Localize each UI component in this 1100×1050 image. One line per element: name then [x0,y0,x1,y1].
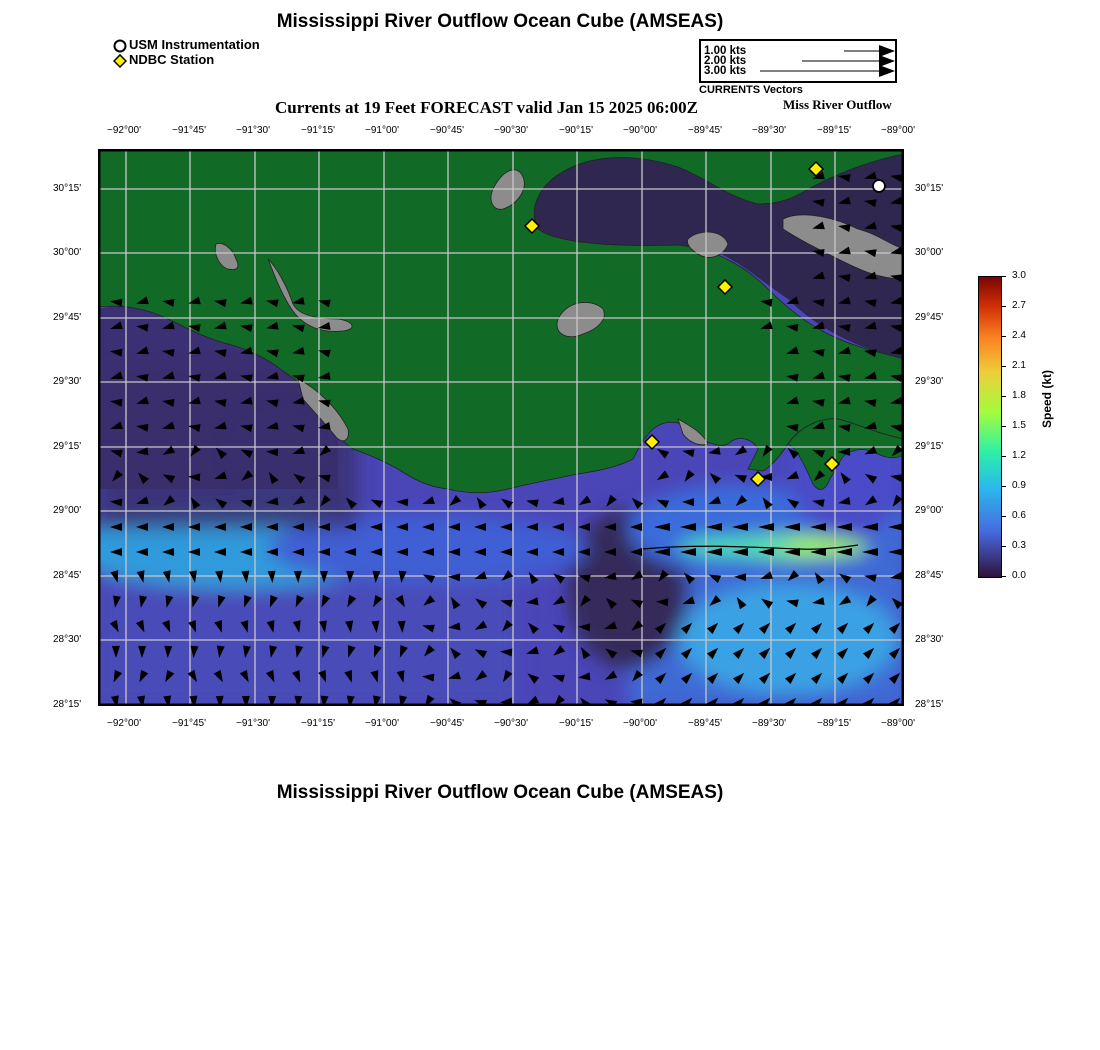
colorbar-tick-label: 0.9 [1012,480,1026,491]
lat-tick-label: 30°15' [915,183,944,194]
lat-tick-label: 30°00' [915,247,944,258]
lon-tick-label: −89°45' [688,718,722,729]
lon-tick-label: −91°45' [172,125,206,136]
page-title: Mississippi River Outflow Ocean Cube (AMSEAS) [276,11,724,32]
lat-tick-label: 29°30' [53,376,82,387]
colorbar-tick-mark [1001,546,1006,547]
colorbar-gradient [978,276,1002,578]
legend-usm [113,37,260,53]
lon-tick-label: −89°15' [817,125,851,136]
colorbar-tick-mark [1001,396,1006,397]
vector-key-arrows [701,41,895,81]
usm-circle-icon [113,39,127,53]
lon-tick-label: −89°45' [688,125,722,136]
lat-tick-label: 28°30' [53,634,82,645]
lon-tick-label: −89°00' [881,718,915,729]
lon-tick-label: −91°30' [236,125,270,136]
colorbar-tick-label: 0.3 [1012,540,1026,551]
currents-map [98,149,904,706]
colorbar-tick-label: 2.1 [1012,360,1026,371]
colorbar-tick-label: 0.6 [1012,510,1026,521]
ndbc-diamond-icon [113,54,127,68]
lon-tick-label: −90°00' [623,718,657,729]
colorbar-tick-label: 3.0 [1012,270,1026,281]
lon-tick-label: −89°00' [881,125,915,136]
lat-tick-label: 29°00' [915,505,944,516]
lon-tick-label: −89°30' [752,718,786,729]
colorbar-tick-mark [1001,336,1006,337]
lat-tick-label: 28°45' [53,570,82,581]
lat-tick-label: 30°00' [53,247,82,258]
lon-tick-label: −90°45' [430,718,464,729]
colorbar-tick-mark [1001,516,1006,517]
colorbar-tick-mark [1001,486,1006,487]
lon-tick-label: −90°00' [623,125,657,136]
page-title-repeat: Mississippi River Outflow Ocean Cube (AMSEAS) [276,782,724,803]
lat-tick-label: 28°15' [53,699,82,710]
lat-tick-label: 29°45' [53,312,82,323]
colorbar-tick-label: 1.2 [1012,450,1026,461]
legend-usm-label: USM Instrumentation [129,37,260,52]
lat-tick-label: 29°15' [915,441,944,452]
lon-tick-label: −90°45' [430,125,464,136]
colorbar-tick-label: 0.0 [1012,570,1026,581]
colorbar-tick-label: 1.8 [1012,390,1026,401]
lon-tick-label: −91°30' [236,718,270,729]
lat-tick-label: 29°30' [915,376,944,387]
lon-tick-label: −90°30' [494,125,528,136]
colorbar-tick-mark [1001,306,1006,307]
colorbar-tick-label: 2.4 [1012,330,1026,341]
region-label: Miss River Outflow [783,97,892,112]
lat-tick-label: 29°15' [53,441,82,452]
lat-tick-label: 28°45' [915,570,944,581]
vector-key-row: 2.00 kts [704,55,747,67]
colorbar-tick-mark [1001,426,1006,427]
lat-tick-label: 30°15' [53,183,82,194]
lon-tick-label: −90°30' [494,718,528,729]
colorbar-tick-label: 2.7 [1012,300,1026,311]
lon-tick-label: −91°15' [301,125,335,136]
vector-key-caption: CURRENTS Vectors [699,84,803,96]
colorbar-tick-mark [1001,456,1006,457]
lon-tick-label: −89°30' [752,125,786,136]
lon-tick-label: −92°00' [107,125,141,136]
lat-tick-label: 28°15' [915,699,944,710]
lon-tick-label: −90°15' [559,125,593,136]
lon-tick-label: −90°15' [559,718,593,729]
legend-ndbc [113,52,214,68]
colorbar-title: Speed (kt) [1040,369,1054,428]
lat-tick-label: 28°30' [915,634,944,645]
lon-tick-label: −91°00' [365,718,399,729]
colorbar-tick-mark [1001,276,1006,277]
vector-key-box [699,39,897,83]
lon-tick-label: −89°15' [817,718,851,729]
vector-key-row: 1.00 kts [704,45,747,57]
lon-tick-label: −92°00' [107,718,141,729]
lat-tick-label: 29°00' [53,505,82,516]
vector-key-row: 3.00 kts [704,65,747,77]
lon-tick-label: −91°45' [172,718,206,729]
lon-tick-label: −91°00' [365,125,399,136]
colorbar-tick-mark [1001,576,1006,577]
legend-ndbc-label: NDBC Station [129,52,215,67]
colorbar-tick-mark [1001,366,1006,367]
lat-tick-label: 29°45' [915,312,944,323]
lon-tick-label: −91°15' [301,718,335,729]
colorbar-tick-label: 1.5 [1012,420,1026,431]
map-subtitle: Currents at 19 Feet FORECAST valid Jan 15 2025 06:00Z [275,98,698,117]
usm-station-marker [873,180,885,192]
